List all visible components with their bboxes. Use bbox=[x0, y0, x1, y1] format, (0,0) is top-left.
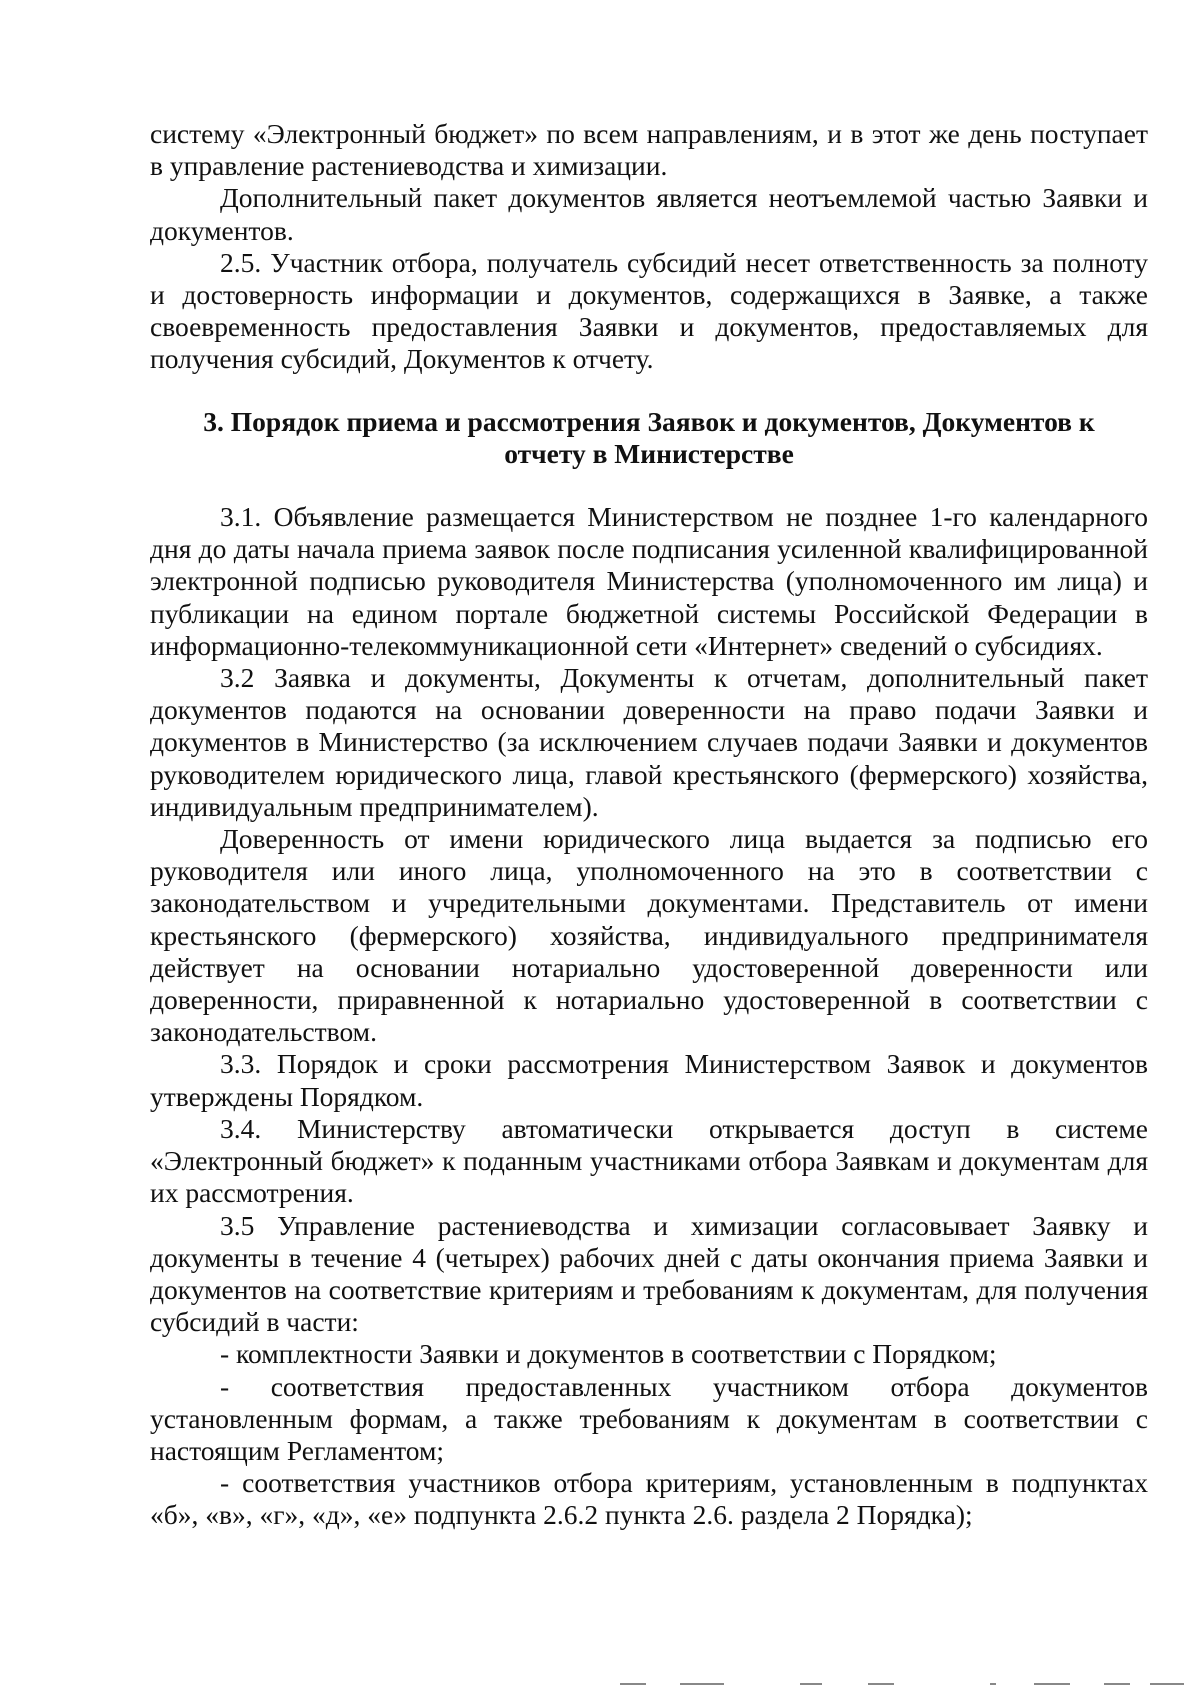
scan-bottom-marks bbox=[0, 1683, 1200, 1687]
paragraph-3-1: 3.1. Объявление размещается Министерством не позднее 1-го календарного дня до даты начала приема заявок после подписания усиленной квалифицированной электронной подписью руководителя Министерства (уполномоченного им лица) и публикации на едином портале бюджетной системы Российской Федерации в информационно-телекоммуникационной сети «Интернет» сведений о субсидиях. bbox=[150, 501, 1148, 661]
list-item-criteria-compliance: - соответствия участников отбора критериям, установленным в подпунктах «б», «в», «г», «д», «е» подпункта 2.6.2 пункта 2.6. раздела 2 Порядка); bbox=[150, 1467, 1148, 1531]
paragraph-3-2: 3.2 Заявка и документы, Документы к отчетам, дополнительный пакет документов подаются на основании доверенности на право подачи Заявки и документов в Министерство (за исключением случаев подачи Заявки и документов руководителем юридического лица, главой крестьянского (фермерского) хозяйства, индивидуальным предпринимателем). bbox=[150, 662, 1148, 822]
paragraph-additional-package: Дополнительный пакет документов является неотъемлемой частью Заявки и документов. bbox=[150, 182, 1148, 246]
list-item-completeness: - комплектности Заявки и документов в соответствии с Порядком; bbox=[220, 1338, 997, 1370]
paragraph-2-5: 2.5. Участник отбора, получатель субсидий несет ответственность за полноту и достоверность информации и документов, содержащихся в Заявке, а также своевременность предоставления Заявки и документов, предоставляемых для получения субсидий, Документов к отчету. bbox=[150, 246, 1148, 375]
section-3-heading: 3. Порядок приема и рассмотрения Заявок и документов, Документов к отчету в Министерстве bbox=[203, 405, 1095, 469]
paragraph-3-5: 3.5 Управление растениеводства и химизации согласовывает Заявку и документы в течение 4 (четырех) рабочих дней с даты окончания приема Заявки и документов на соответствие критериям и требованиям к документам, для получения субсидий в части: bbox=[150, 1209, 1148, 1338]
paragraph-3-3: 3.3. Порядок и сроки рассмотрения Министерством Заявок и документов утверждены Порядком. bbox=[150, 1048, 1148, 1112]
paragraph-continuation: систему «Электронный бюджет» по всем направлениям, и в этот же день поступает в управление растениеводства и химизации. bbox=[150, 118, 1148, 182]
list-item-forms-compliance: - соответствия предоставленных участником отбора документов установленным формам, а также требованиям к документам в соответствии с настоящим Регламентом; bbox=[150, 1370, 1148, 1466]
paragraph-power-of-attorney: Доверенность от имени юридического лица выдается за подписью его руководителя или иного лица, уполномоченного на это в соответствии с законодательством и учредительными документами. Представитель от имени крестьянского (фермерского) хозяйства, индивидуального предпринимателя действует на основании нотариально удостоверенной доверенности или доверенности, приравненной к нотариально удостоверенной в соответствии с законодательством. bbox=[150, 823, 1148, 1048]
document-page bbox=[150, 118, 1148, 1532]
paragraph-3-4: 3.4. Министерству автоматически открывается доступ в системе «Электронный бюджет» к поданным участниками отбора Заявкам и документам для их рассмотрения. bbox=[150, 1112, 1148, 1209]
